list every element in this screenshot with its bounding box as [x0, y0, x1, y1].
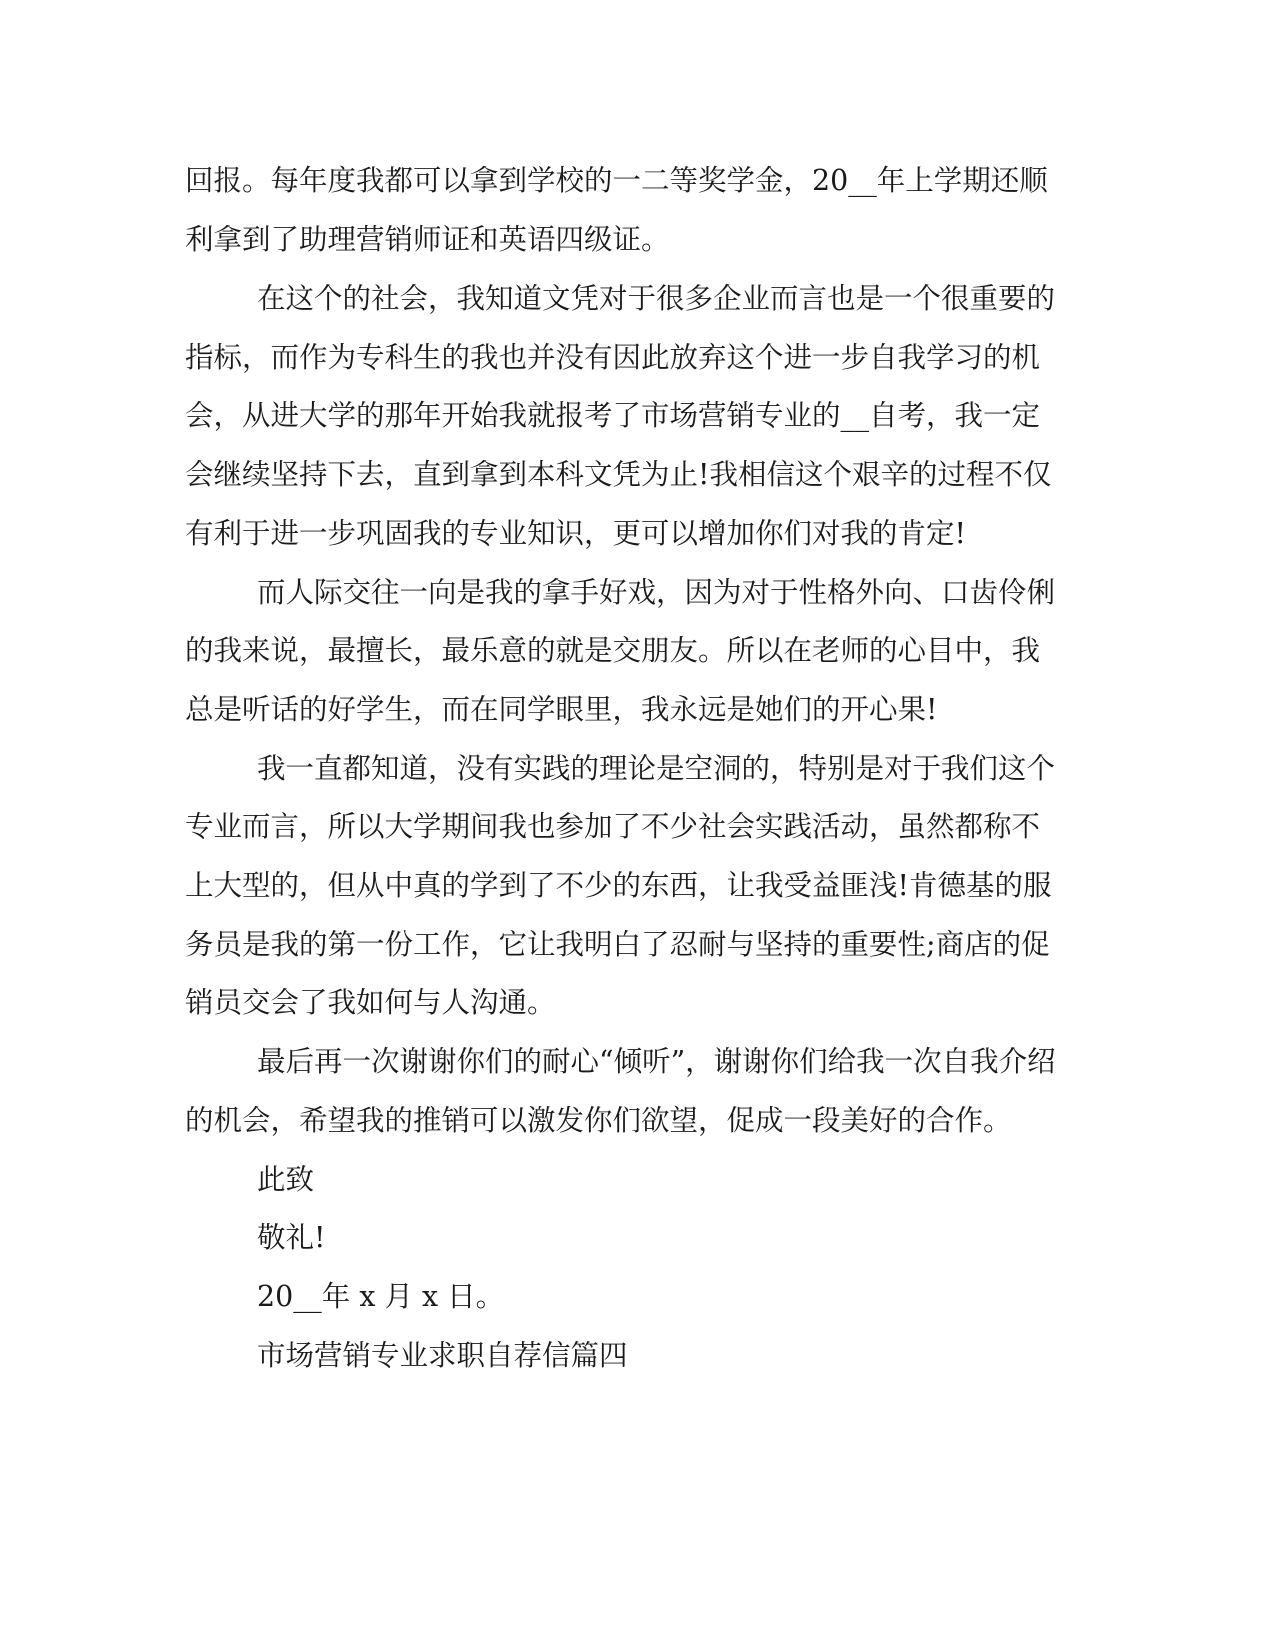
text-line-5: 会，从进大学的那年开始我就报考了市场营销专业的__自考，我一定 — [185, 399, 1041, 432]
text-line-9: 的我来说，最擅长，最乐意的就是交朋友。所以在老师的心目中，我 — [185, 634, 1041, 667]
text-line-1: 回报。每年度我都可以拿到学校的一二等奖学金，20__年上学期还顺 — [185, 164, 1048, 197]
text-line-17: 的机会，希望我的推销可以激发你们欲望，促成一段美好的合作。 — [185, 1104, 1012, 1137]
text-line-15: 销员交会了我如何与人沟通。 — [185, 986, 556, 1019]
text-line-14: 务员是我的第一份工作，它让我明白了忍耐与坚持的重要性;商店的促 — [185, 928, 1050, 961]
text-line-11: 我一直都知道，没有实践的理论是空洞的，特别是对于我们这个 — [257, 752, 1056, 785]
date-line: 20__年 x 月 x 日。 — [257, 1280, 505, 1313]
closing-regards: 敬礼! — [257, 1221, 326, 1254]
text-line-4: 指标，而作为专科生的我也并没有因此放弃这个进一步自我学习的机 — [185, 341, 1041, 374]
closing-salutation: 此致 — [257, 1163, 315, 1196]
text-line-10: 总是听话的好学生，而在同学眼里，我永远是她们的开心果! — [185, 693, 938, 726]
section-heading: 市场营销专业求职自荐信篇四 — [257, 1339, 628, 1372]
text-line-12: 专业而言，所以大学期间我也参加了不少社会实践活动，虽然都称不 — [185, 810, 1041, 843]
text-line-8: 而人际交往一向是我的拿手好戏，因为对于性格外向、口齿伶俐 — [257, 576, 1056, 609]
text-line-7: 有利于进一步巩固我的专业知识，更可以增加你们对我的肯定! — [185, 517, 966, 550]
text-line-2: 利拿到了助理营销师证和英语四级证。 — [185, 223, 670, 256]
text-line-6: 会继续坚持下去，直到拿到本科文凭为止!我相信这个艰辛的过程不仅 — [185, 458, 1052, 491]
text-line-3: 在这个的社会，我知道文凭对于很多企业而言也是一个很重要的 — [257, 282, 1056, 315]
text-line-13: 上大型的，但从中真的学到了不少的东西，让我受益匪浅!肯德基的服 — [185, 869, 1052, 902]
text-line-16: 最后再一次谢谢你们的耐心“倾听”，谢谢你们给我一次自我介绍 — [257, 1045, 1056, 1078]
